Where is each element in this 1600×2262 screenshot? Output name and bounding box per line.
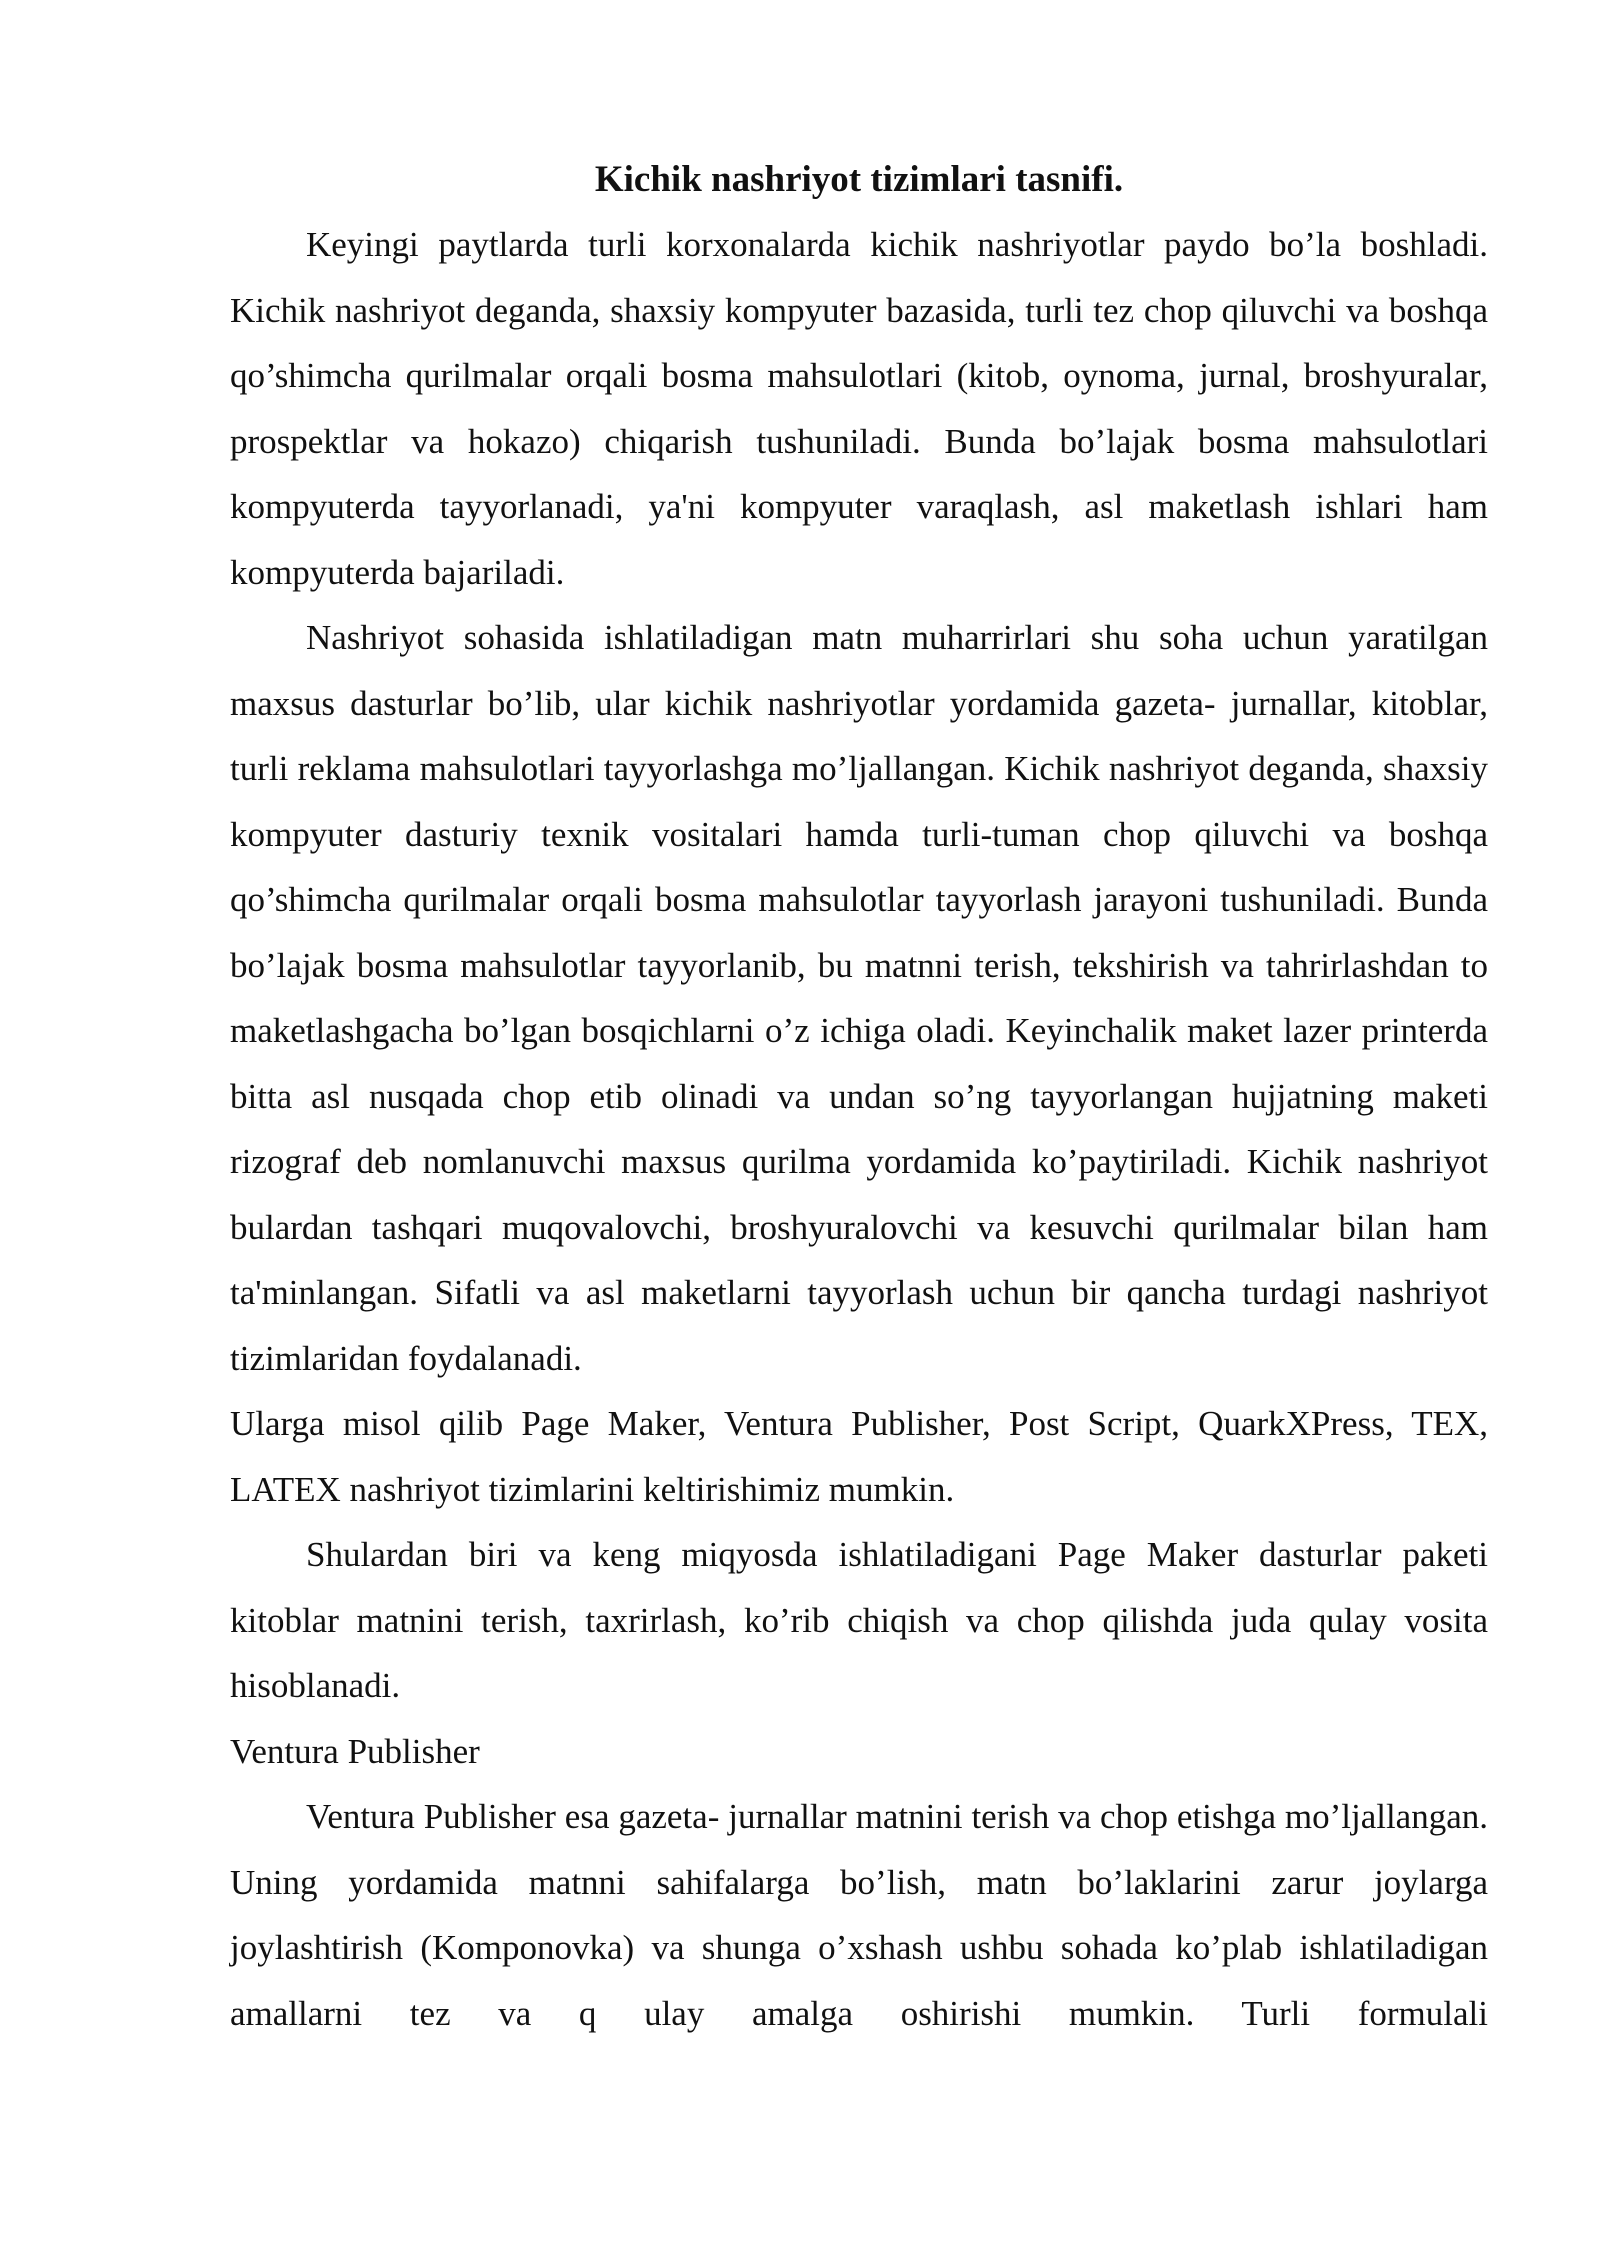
section-heading-ventura: Ventura Publisher [230,1731,480,1771]
document-title: Kichik nashriyot tizimlari tasnifi. [594,159,1124,200]
paragraph-text-editors: Nashriyot sohasida ishlatiladigan matn muharrirlari shu soha uchun yaratilgan maxsus dasturlar bo’lib, ular kichik nashriyotlar yordamida gazeta- jurnallar, kitoblar, turli reklama mahsulotlari tayyorlashga mo’ljallangan. Kichik nashriyot deganda, shaxsiy kompyuter dasturiy texnik vositalari hamda turli-tuman chop qiluvchi va boshqa qo’shimcha qurilmalar orqali bosma mahsulotlar tayyorlash jarayoni tushuniladi. Bunda bo’lajak bosma mahsulotlar tayyorlanib, bu matnni terish, tekshirish va tahrirlashdan to maketlashgacha bo’lgan bosqichlarni o’z ichiga oladi. Keyinchalik maket lazer printerda bitta asl nusqada chop etib olinadi va undan so’ng tayyorlangan hujjatning maketi rizograf deb nomlanuvchi maxsus qurilma yordamida ko’paytiriladi. Kichik nashriyot bulardan tashqari muqovalovchi, broshyuralovchi va kesuvchi qurilmalar bilan ham ta'minlangan. Sifatli va asl maketlarni tayyorlash uchun bir qancha turdagi nashriyot tizimlaridan foydalanadi. [230,618,1488,1378]
document-page [230,150,1488,2046]
paragraph-ventura: Ventura Publisher esa gazeta- jurnallar matnini terish va chop etishga mo’ljallangan. Uning yordamida matnni sahifalarga bo’lish, matn bo’laklarini zarur joylarga joylashtirish (Komponovka) va shunga o’xshash ushbu sohada ko’plab ishlatiladigan amallarni tez va q ulay amalga oshirishi mumkin. Turli formulali [230,1797,1488,2033]
paragraph-page-maker: Shulardan biri va keng miqyosda ishlatiladigani Page Maker dasturlar paketi kitoblar matnini terish, taxrirlash, ko’rib chiqish va chop qilishda juda qulay vosita hisoblanadi. [230,1535,1488,1705]
paragraph-intro: Keyingi paytlarda turli korxonalarda kichik nashriyotlar paydo bo’la boshladi. Kichik nashriyot deganda, shaxsiy kompyuter bazasida, turli tez chop qiluvchi va boshqa qo’shimcha qurilmalar orqali bosma mahsulotlari (kitob, oynoma, jurnal, broshyuralar, prospektlar va hokazo) chiqarish tushuniladi. Bunda bo’lajak bosma mahsulotlari kompyuterda tayyorlanadi, ya'ni kompyuter varaqlash, asl maketlash ishlari ham kompyuterda bajariladi. [230,225,1488,592]
paragraph-examples: Ularga misol qilib Page Maker, Ventura Publisher, Post Script, QuarkXPress, TEX, LATEX nashriyot tizimlarini keltirishimiz mumkin. [230,1404,1488,1509]
